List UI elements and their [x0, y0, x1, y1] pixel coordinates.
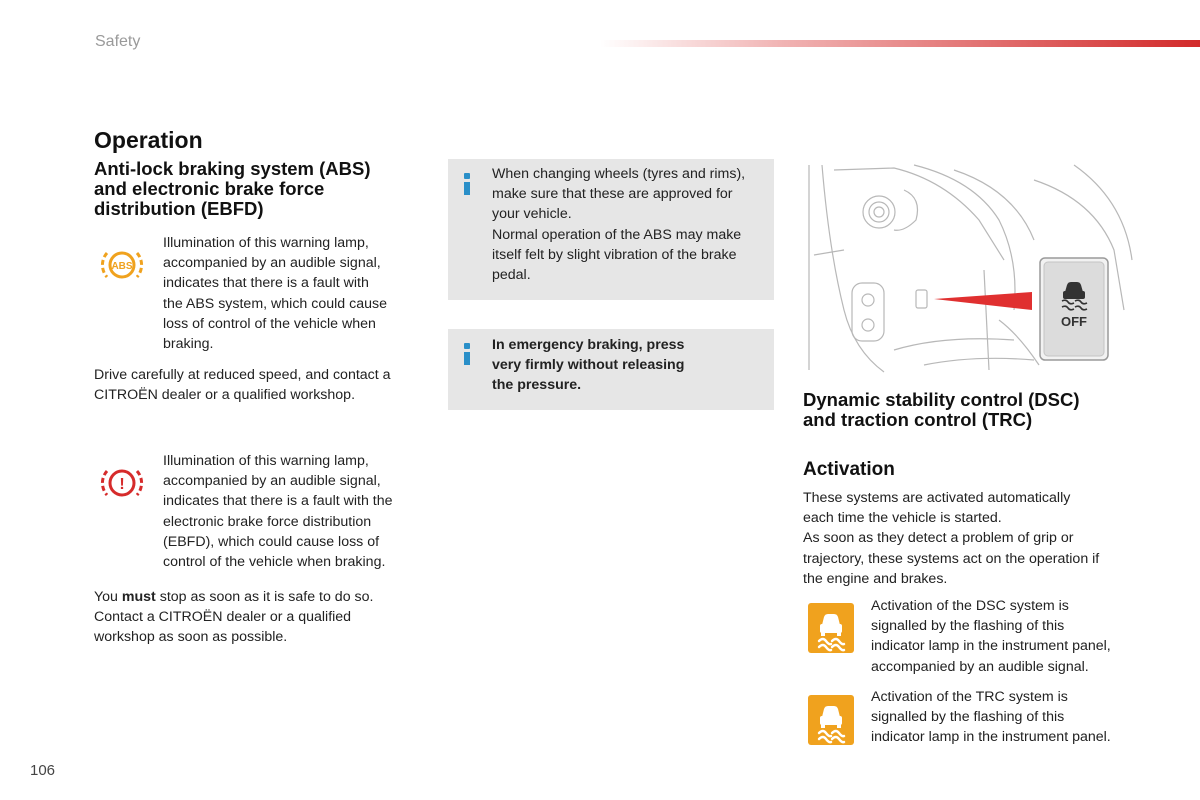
info-box-emergency-braking [448, 329, 774, 410]
abs-ebfd-heading: Anti-lock braking system (ABS) and electronic brake force distribution (EBFD) [94, 158, 371, 219]
ebfd-lamp-description: Illumination of this warning lamp, accompanied by an audible signal, indicates that there is a fault with the electronic brake force distribution (EBFD), which could cause loss of control of the vehicle when braking. [163, 453, 393, 571]
brake-warning-lamp-icon [100, 463, 144, 503]
info-box-emergency-text: In emergency braking, press very firmly without releasing the pressure. [492, 337, 685, 394]
abs-lamp-description: Illumination of this warning lamp, accompanied by an audible signal, indicates that there is a fault with the ABS system, which could cause loss of control of the vehicle when braking. [163, 235, 387, 353]
activation-heading: Activation [803, 459, 895, 480]
abs-warning-lamp-icon [98, 245, 146, 285]
abs-advice: Drive carefully at reduced speed, and contact a CITROËN dealer or a qualified workshop. [94, 367, 391, 404]
dsc-indicator-icon [808, 603, 854, 653]
page-number: 106 [30, 762, 56, 779]
info-box-wheels-text: When changing wheels (tyres and rims), make sure that these are approved for your vehicle. Normal operation of the ABS may make itself felt by slight vibration of the brake pedal. [492, 166, 746, 284]
activation-text: These systems are activated automatically each time the vehicle is started. As soon as they detect a problem of grip or trajectory, these systems act on the operation if the engine and brakes. [803, 490, 1100, 587]
svg-text:!: ! [119, 476, 125, 493]
ebfd-advice: You must stop as soon as it is safe to do so. Contact a CITROËN dealer or a qualified workshop as soon as possible. [94, 589, 374, 646]
svg-text:OFF: OFF [1061, 314, 1087, 329]
operation-heading: Operation [94, 127, 203, 153]
header-accent-bar [600, 40, 1200, 47]
section-title: Safety [95, 33, 141, 50]
trc-indicator-icon [808, 695, 854, 745]
trc-lamp-description: Activation of the TRC system is signalled by the flashing of this indicator lamp in the instrument panel. [871, 689, 1111, 746]
dashboard-dsc-button-illustration [804, 160, 1134, 376]
dsc-trc-heading: Dynamic stability control (DSC) and traction control (TRC) [803, 389, 1080, 430]
info-box-wheels [448, 159, 774, 300]
svg-text:ABS: ABS [111, 261, 133, 272]
dsc-lamp-description: Activation of the DSC system is signalled by the flashing of this indicator lamp in the instrument panel, accompanied by an audible signal. [871, 598, 1111, 675]
